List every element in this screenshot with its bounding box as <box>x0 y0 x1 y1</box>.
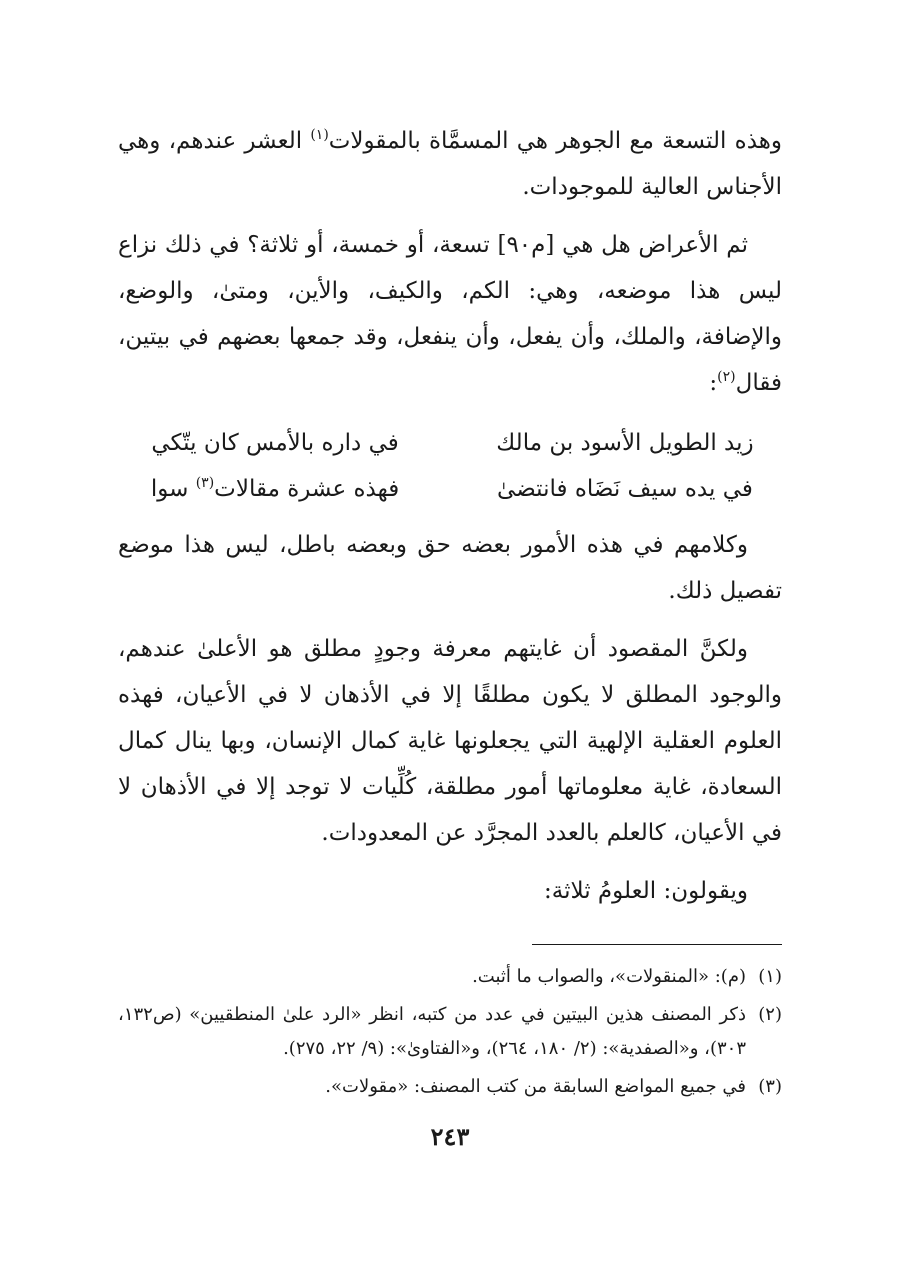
footnote-3-number: (٣) <box>758 1076 782 1097</box>
paragraph-1 <box>118 118 782 210</box>
verse-line-2 <box>118 466 782 512</box>
paragraph-2-text-b: : <box>709 370 718 396</box>
paragraph-1-text-a: وهذه التسعة مع الجوهر هي المسمَّاة بالمقولات <box>328 128 782 154</box>
verse-1-second-hemistich: في داره بالأمس كان يتّكي <box>151 430 399 456</box>
footnote-3-text: في جميع المواضع السابقة من كتب المصنف: «مقولات». <box>325 1076 746 1097</box>
paragraph-3: وكلامهم في هذه الأمور بعضه حق وبعضه باطل، ليس هذا موضع تفصيل ذلك. <box>118 532 782 604</box>
verse-2-first-hemistich: في يده سيف نَضَاه فانتضىٰ <box>497 476 753 502</box>
footnote-2 <box>118 998 782 1066</box>
footnotes <box>118 960 782 1108</box>
page-number: ٢٤٣ <box>430 1122 470 1151</box>
footnote-3 <box>118 1070 782 1104</box>
paragraph-1-text-b: العشر عندهم، وهي الأجناس العالية للموجودات. <box>118 128 782 200</box>
paragraph-4: ولكنَّ المقصود أن غايتهم معرفة وجودٍ مطلق هو الأعلىٰ عندهم، والوجود المطلق لا يكون مطلقًا إلا في الأذهان لا في الأعيان، فهذه العلوم العقلية الإلهية التي يجعلونها غاية كمال الإنسان، وبها ينال كمال السعادة، غاية معلوماتها أمور مطلقة، كُلِّيات لا توجد إلا في الأذهان لا في الأعيان، كالعلم بالعدد المجرَّد عن المعدودات. <box>118 636 782 846</box>
verse-2-second-text-a: فهذه عشرة مقالات <box>214 476 400 502</box>
paragraph-2-text-a: ثم الأعراض هل هي [م٩٠] تسعة، أو خمسة، أو ثلاثة؟ في ذلك نزاع ليس هذا موضعه، وهي: الكم، والكيف، والأين، ومتىٰ، والوضع، والإضافة، والملك، وأن يفعل، وأن ينفعل، وقد جمعها بعضهم في بيتين، فقال <box>118 232 782 396</box>
verse-line-1 <box>118 420 782 466</box>
verse-2-second-hemistich <box>126 466 424 512</box>
footnote-separator <box>532 944 782 945</box>
paragraph-2 <box>118 222 782 406</box>
main-text <box>118 118 782 914</box>
verse-2-second-text-b: سوا <box>150 476 196 502</box>
footnote-2-number: (٢) <box>758 1004 782 1025</box>
footnote-2-text: ذكر المصنف هذين البيتين في عدد من كتبه، انظر «الرد علىٰ المنطقيين» (ص١٣٢، ٣٠٣)، و«الصفدية»: (٢/ ١٨٠، ٢٦٤)، و«الفتاوىٰ»: (٩/ ٢٢، ٢٧٥). <box>118 1004 746 1059</box>
footnote-1-number: (١) <box>758 966 782 987</box>
footnote-1-text: (م): «المنقولات»، والصواب ما أثبت. <box>472 966 746 987</box>
verse-1-first-hemistich: زيد الطويل الأسود بن مالك <box>496 430 754 456</box>
footnote-ref-3[interactable]: (٣) <box>195 475 215 491</box>
verse-block <box>118 420 782 512</box>
footnote-ref-2[interactable]: (٢) <box>717 369 736 385</box>
footnote-1 <box>118 960 782 994</box>
paragraph-5: ويقولون: العلومُ ثلاثة: <box>543 878 748 904</box>
footnote-ref-1[interactable]: (١) <box>310 127 329 143</box>
